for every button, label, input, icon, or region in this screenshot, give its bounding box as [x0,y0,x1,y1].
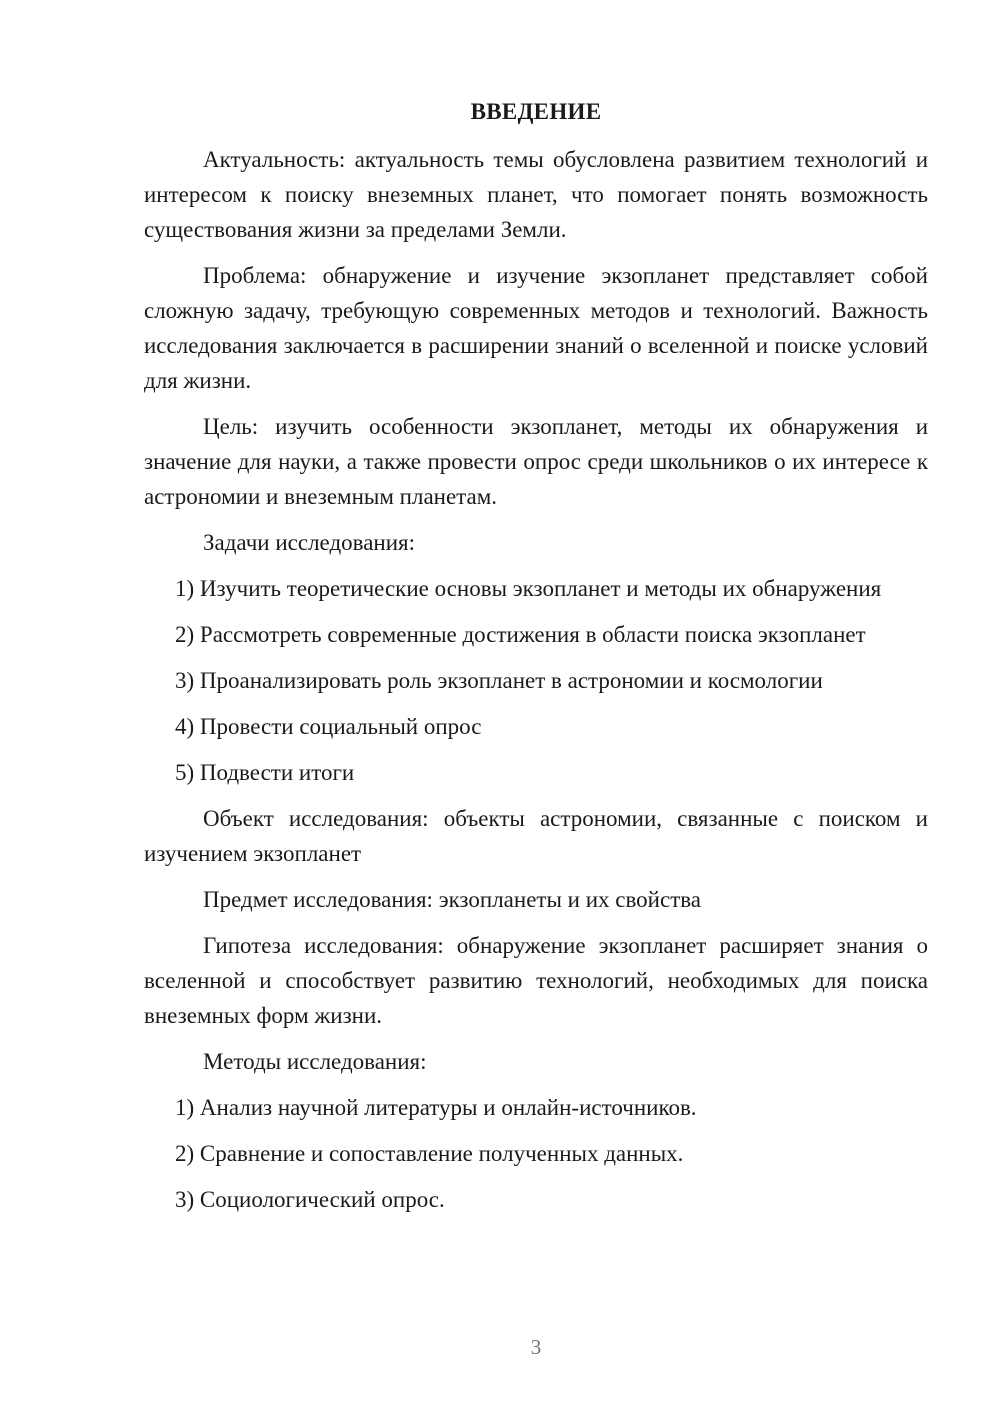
method-item: 2) Сравнение и сопоставление полученных данных. [175,1141,684,1166]
tasks-heading: Задачи исследования: [203,530,416,555]
task-item: 1) Изучить теоретические основы экзопланет и методы их обнаружения [175,576,882,601]
task-item: 5) Подвести итоги [175,760,355,785]
methods-heading: Методы исследования: [203,1049,427,1074]
task-item: 2) Рассмотреть современные достижения в области поиска экзопланет [175,622,866,647]
document-page [144,92,928,1228]
problem-paragraph: Проблема: обнаружение и изучение экзопланет представляет собой сложную задачу, требующую современных методов и технологий. Важность исследования заключается в расширении знаний о вселенной и поиске условий для жизни. [144,263,928,393]
method-item: 3) Социологический опрос. [175,1187,445,1212]
relevance-paragraph: Актуальность: актуальность темы обусловлена развитием технологий и интересом к поиску внеземных планет, что помогает понять возможность существования жизни за пределами Земли. [144,147,928,242]
subject-paragraph: Предмет исследования: экзопланеты и их свойства [203,887,702,912]
hypothesis-paragraph: Гипотеза исследования: обнаружение экзопланет расширяет знания о вселенной и способствует развитию технологий, необходимых для поиска внеземных форм жизни. [144,933,928,1028]
section-title: ВВЕДЕНИЕ [470,99,602,124]
task-item: 3) Проанализировать роль экзопланет в астрономии и космологии [175,668,823,693]
tasks-list [144,571,928,790]
page-number: 3 [530,1335,542,1359]
methods-list [144,1090,928,1217]
goal-paragraph: Цель: изучить особенности экзопланет, методы их обнаружения и значение для науки, а также провести опрос среди школьников о их интересе к астрономии и внеземным планетам. [144,414,928,509]
method-item: 1) Анализ научной литературы и онлайн-источников. [175,1095,697,1120]
task-item: 4) Провести социальный опрос [175,714,482,739]
object-paragraph: Объект исследования: объекты астрономии, связанные с поиском и изучением экзопланет [144,806,928,866]
